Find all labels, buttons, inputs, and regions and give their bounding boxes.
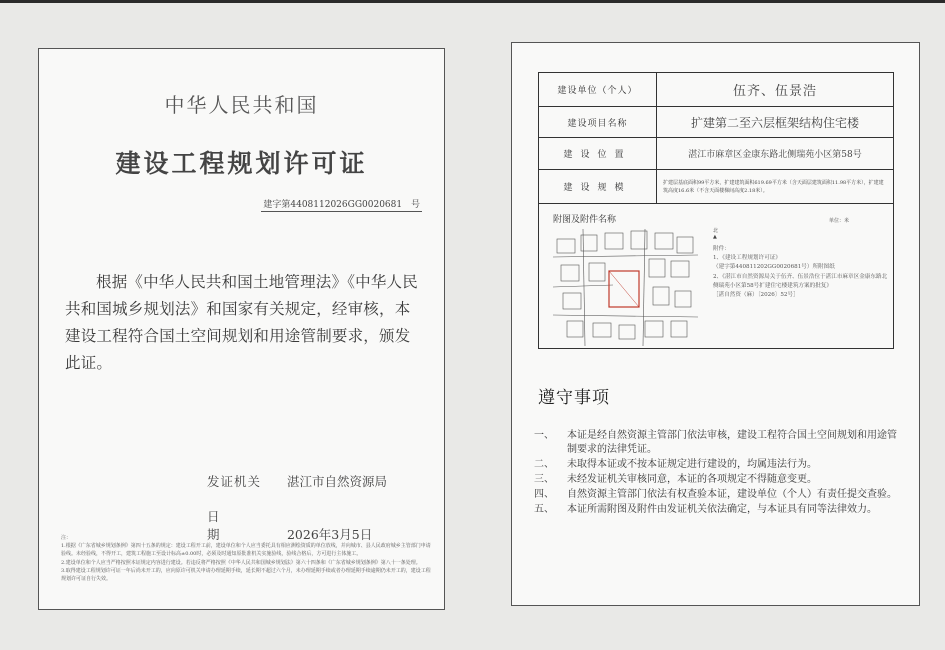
cert-prefix: 建字第 [263,200,291,210]
certificate-number [261,197,422,212]
table-row [539,73,893,107]
list-item [534,503,904,517]
issuer-row [207,472,387,490]
list-item [534,473,904,487]
cert-suffix: 号 [410,200,420,210]
row-label: 建设位置 [539,138,657,169]
attachment-line: ［湛自然资（麻）〔2026〕52号］ [713,292,799,299]
issuer-value: 湛江市自然资源局 [286,474,387,489]
list-item [534,488,904,502]
date-label: 日期 [207,509,250,542]
item-text: 未经发证机关审核同意，本证的各项规定不得随意变更。 [567,474,817,485]
item-number: 三、 [534,474,554,485]
table-row [539,170,893,204]
table-row [539,138,893,170]
attachment-line: 2、《湛江市自然资源局关于伍齐、伍景浩位于湛江市麻章区金康东路北侧瑞苑小区第58号扩建住宅楼建筑方案的批复》 [713,273,888,289]
item-text: 本证是经自然资源主管部门依法审核，建设工程符合国土空间规划和用途管制要求的法律凭证。 [567,430,897,455]
certificate-cover-page [38,48,445,610]
cert-code-value: 6GG0020681 [341,200,403,210]
unit-label: 单位：米 [829,218,850,224]
list-item [534,429,904,457]
item-number: 五、 [534,504,554,515]
applicant-value: 伍齐、伍景浩 [732,84,817,99]
list-item [534,458,904,472]
row-label: 建设规模 [539,170,657,203]
location-value: 湛江市麻章区金康东路北侧瑞苑小区第58号 [688,150,862,160]
date-value: 2026年3月5日 [286,527,373,542]
table-row [539,107,893,138]
certificate-title: 建设工程规划许可证 [115,149,368,178]
certificate-notes: 注： 1.根据《广东省城乡规划条例》第四十五条的规定：建设工程开工前，建设单位和个人应当委托具有相应测绘资质的单位放线，并向城市、县人民政府城乡主管部门申请验线。未经验线，不得开工，建筑工程施工至设计标高±0.00时，必须及时通知原批准机关实施验线，验线合格后，方可进行主体施工。 2.建设单位和个人应当严格按照本证规定内容进行建设。若违反将严格按照《中华人民共和国城乡规划法》第六十四条和《广东省城乡规划条例》第八十一条处理。 3.取得建设工程规划许可证一年后尚未开工的，应向原许可机关申请办理延期手续，延长期不超过六个月，未办理延期手续或者办理延期手续逾期仍未开工的，建设工程规划许可证自行失效。 [61,535,431,583]
project-info-table [538,72,894,349]
attachments-title: 附图及附件名称 [553,215,617,225]
item-number: 二、 [534,459,554,470]
item-text: 本证所需附图及附件由发证机关依法确定，与本证具有同等法律效力。 [567,504,877,515]
certificate-body-text: 根据《中华人民共和国土地管理法》《中华人民共和国城乡规划法》和国家有关规定，经审核，本建设工程符合国土空间规划和用途管制要求，颁发此证。 [65,273,418,372]
country-name: 中华人民共和国 [164,93,319,117]
scale-value: 扩建层基底面积99平方米，扩建建筑面积619.69平方米（含天面层建筑面积11.98平方米），扩建建筑高度16.6米（不含天面楼梯间高度2.18米）。 [663,179,884,194]
issuer-label: 发证机关 [207,474,262,489]
compliance-title: 遵守事项 [538,388,610,408]
compliance-list [534,429,904,518]
attachment-line: 附件： [713,246,730,252]
north-arrow-icon: 北 ▲ [713,228,719,240]
attachment-line: 1、《建设工程规划许可证》 [713,255,781,262]
row-label: 建设单位（个人） [539,73,657,106]
item-text: 自然资源主管部门依法有权查验本证，建设单位（个人）有责任提交查验。 [567,489,897,500]
item-text: 未取得本证或不按本证规定进行建设的，均属违法行为。 [567,459,817,470]
attachment-line: （建字第440811202GG0020681号）所附图纸 [713,264,835,271]
attachments-list [713,245,888,300]
item-number: 四、 [534,489,554,500]
certificate-detail-page [511,42,920,606]
scanner-top-edge [0,0,945,3]
site-plan-drawing [553,229,698,346]
row-label: 建设项目名称 [539,107,657,137]
cert-number-value: 440811202 [290,200,342,210]
project-name-value: 扩建第二至六层框架结构住宅楼 [690,115,859,130]
item-number: 一、 [534,430,554,441]
